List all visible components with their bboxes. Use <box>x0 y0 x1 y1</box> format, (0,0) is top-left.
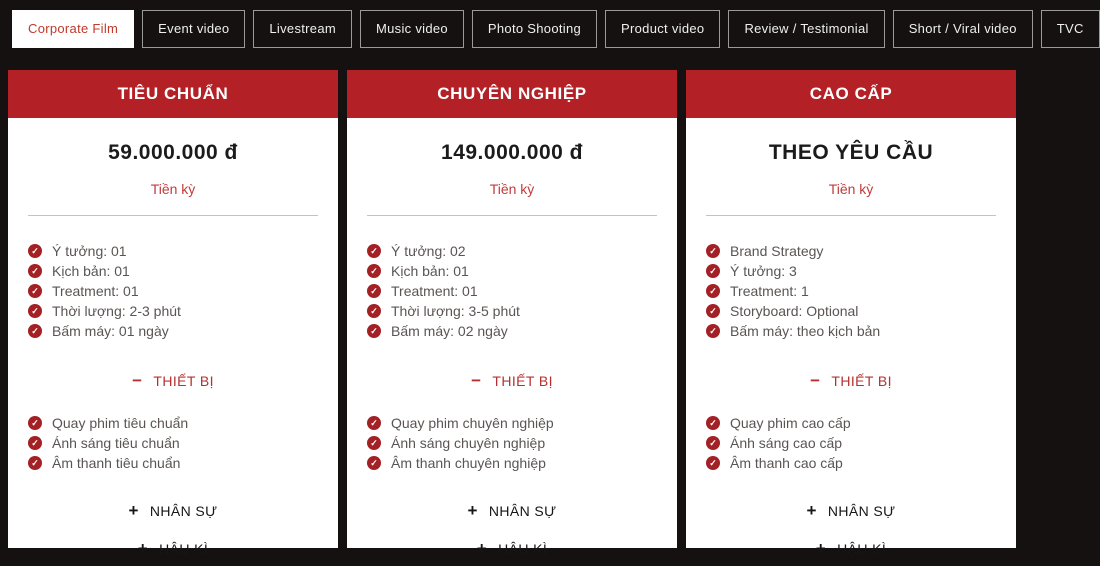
feature-item <box>706 281 996 301</box>
equipment-item <box>28 453 318 473</box>
plus-icon: + <box>476 539 488 558</box>
check-icon: ✓ <box>28 304 42 318</box>
check-icon: ✓ <box>706 324 720 338</box>
plus-icon: + <box>467 501 478 520</box>
equipment-item <box>706 433 996 453</box>
feature-text: Ý tưởng: 01 <box>52 243 127 259</box>
category-tabs <box>0 0 1084 48</box>
plan-price: 149.000.000 đ <box>441 141 583 164</box>
personnel-section-toggle[interactable] <box>347 502 677 519</box>
pricing-card-professional <box>347 70 677 558</box>
personnel-section-toggle[interactable] <box>8 502 338 519</box>
feature-item <box>28 281 318 301</box>
postproduction-section-toggle[interactable] <box>686 540 1016 557</box>
equipment-text: Quay phim chuyên nghiệp <box>391 415 554 431</box>
section-label: HẬU KÌ <box>159 540 209 557</box>
pricing-card-premium <box>686 70 1016 558</box>
feature-text: Storyboard: Optional <box>730 303 859 319</box>
feature-text: Thời lượng: 2-3 phút <box>52 303 181 319</box>
tab-corporate-film[interactable]: Corporate Film <box>12 10 134 48</box>
equipment-item <box>28 413 318 433</box>
stage-label: Tiền kỳ <box>150 181 196 197</box>
equipment-text: Âm thanh chuyên nghiệp <box>391 455 546 471</box>
equipment-item <box>367 413 657 433</box>
feature-text: Kịch bản: 01 <box>52 263 130 279</box>
equipment-item <box>706 413 996 433</box>
equipment-section-toggle[interactable] <box>347 372 677 389</box>
check-icon: ✓ <box>28 416 42 430</box>
tab-short-viral-video[interactable]: Short / Viral video <box>893 10 1033 48</box>
equipment-text: Ánh sáng chuyên nghiệp <box>391 435 546 451</box>
feature-text: Treatment: 1 <box>730 283 809 299</box>
divider <box>28 215 318 216</box>
check-icon: ✓ <box>706 244 720 258</box>
equipment-section-toggle[interactable] <box>686 372 1016 389</box>
feature-item <box>367 321 657 341</box>
check-icon: ✓ <box>28 324 42 338</box>
feature-text: Thời lượng: 3-5 phút <box>391 303 520 319</box>
feature-text: Treatment: 01 <box>391 283 478 299</box>
check-icon: ✓ <box>28 284 42 298</box>
check-icon: ✓ <box>706 456 720 470</box>
feature-item <box>706 261 996 281</box>
plan-title: TIÊU CHUẨN <box>8 70 338 118</box>
stage-label: Tiền kỳ <box>828 181 874 197</box>
feature-text: Bấm máy: 01 ngày <box>52 323 169 339</box>
feature-list <box>706 241 996 341</box>
tab-event-video[interactable]: Event video <box>142 10 245 48</box>
equipment-item <box>367 453 657 473</box>
check-icon: ✓ <box>28 244 42 258</box>
feature-item <box>28 301 318 321</box>
equipment-text: Quay phim tiêu chuẩn <box>52 415 189 431</box>
tab-photo-shooting[interactable]: Photo Shooting <box>472 10 597 48</box>
feature-item <box>28 321 318 341</box>
feature-item <box>706 241 996 261</box>
minus-icon: − <box>810 371 821 390</box>
tab-tvc[interactable]: TVC <box>1041 10 1100 48</box>
check-icon: ✓ <box>367 244 381 258</box>
equipment-item <box>706 453 996 473</box>
plan-price: 59.000.000 đ <box>108 141 238 164</box>
check-icon: ✓ <box>367 324 381 338</box>
feature-text: Brand Strategy <box>730 243 824 259</box>
divider <box>367 215 657 216</box>
plus-icon: + <box>128 501 139 520</box>
plan-price: THEO YÊU CẦU <box>768 141 934 164</box>
section-label: THIẾT BỊ <box>153 372 214 389</box>
equipment-text: Quay phim cao cấp <box>730 415 851 431</box>
check-icon: ✓ <box>367 264 381 278</box>
section-label: HẬU KÌ <box>498 540 548 557</box>
equipment-text: Âm thanh cao cấp <box>730 455 843 471</box>
feature-list <box>28 241 318 341</box>
feature-item <box>367 241 657 261</box>
feature-item <box>367 261 657 281</box>
feature-text: Ý tưởng: 3 <box>730 263 797 279</box>
equipment-item <box>367 433 657 453</box>
check-icon: ✓ <box>28 456 42 470</box>
equipment-list <box>367 413 657 473</box>
section-label: NHÂN SỰ <box>827 502 896 519</box>
feature-item <box>28 241 318 261</box>
postproduction-section-toggle[interactable] <box>8 540 338 557</box>
plan-title: CAO CẤP <box>686 70 1016 118</box>
section-label: HẬU KÌ <box>837 540 887 557</box>
check-icon: ✓ <box>367 304 381 318</box>
equipment-text: Ánh sáng tiêu chuẩn <box>52 435 180 451</box>
check-icon: ✓ <box>28 436 42 450</box>
check-icon: ✓ <box>706 436 720 450</box>
pricing-card-standard <box>8 70 338 558</box>
check-icon: ✓ <box>367 436 381 450</box>
check-icon: ✓ <box>706 284 720 298</box>
tab-product-video[interactable]: Product video <box>605 10 720 48</box>
minus-icon: − <box>471 371 482 390</box>
check-icon: ✓ <box>367 284 381 298</box>
check-icon: ✓ <box>367 416 381 430</box>
tab-review-testimonial[interactable]: Review / Testimonial <box>728 10 884 48</box>
feature-item <box>706 321 996 341</box>
check-icon: ✓ <box>28 264 42 278</box>
feature-item <box>367 301 657 321</box>
postproduction-section-toggle[interactable] <box>347 540 677 557</box>
feature-text: Bấm máy: 02 ngày <box>391 323 508 339</box>
divider <box>706 215 996 216</box>
feature-list <box>367 241 657 341</box>
feature-item <box>28 261 318 281</box>
personnel-section-toggle[interactable] <box>686 502 1016 519</box>
feature-item <box>367 281 657 301</box>
tab-music-video[interactable]: Music video <box>360 10 464 48</box>
check-icon: ✓ <box>706 416 720 430</box>
minus-icon: − <box>132 371 143 390</box>
feature-item <box>706 301 996 321</box>
stage-label: Tiền kỳ <box>489 181 535 197</box>
check-icon: ✓ <box>706 304 720 318</box>
feature-text: Bấm máy: theo kịch bản <box>730 323 881 339</box>
plus-icon: + <box>806 501 817 520</box>
feature-text: Kịch bản: 01 <box>391 263 469 279</box>
section-label: THIẾT BỊ <box>492 372 553 389</box>
plus-icon: + <box>137 539 149 558</box>
plan-title: CHUYÊN NGHIỆP <box>347 70 677 118</box>
plus-icon: + <box>815 539 827 558</box>
feature-text: Ý tưởng: 02 <box>391 243 466 259</box>
equipment-section-toggle[interactable] <box>8 372 338 389</box>
pricing-cards <box>0 48 1024 558</box>
equipment-list <box>28 413 318 473</box>
feature-text: Treatment: 01 <box>52 283 139 299</box>
section-label: NHÂN SỰ <box>488 502 557 519</box>
equipment-text: Ánh sáng cao cấp <box>730 435 843 451</box>
equipment-list <box>706 413 996 473</box>
equipment-item <box>28 433 318 453</box>
check-icon: ✓ <box>367 456 381 470</box>
section-label: NHÂN SỰ <box>149 502 218 519</box>
tab-livestream[interactable]: Livestream <box>253 10 352 48</box>
check-icon: ✓ <box>706 264 720 278</box>
equipment-text: Âm thanh tiêu chuẩn <box>52 455 181 471</box>
section-label: THIẾT BỊ <box>831 372 892 389</box>
